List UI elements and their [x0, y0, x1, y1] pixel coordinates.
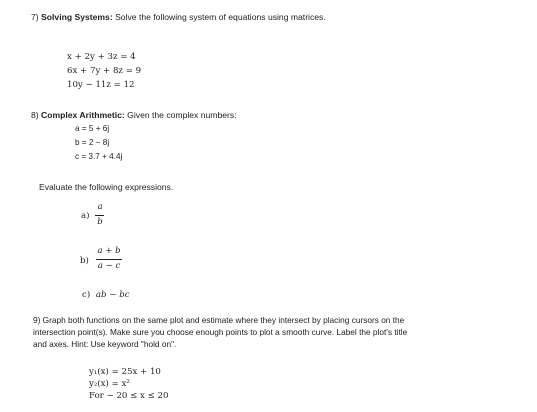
q7-prompt — [31, 12, 326, 22]
q7-heading: Solving Systems: — [41, 12, 113, 22]
q8-number-a: a = 5 + 6j — [75, 124, 110, 133]
q8-part-a-fraction-bar — [95, 215, 104, 216]
q8-part-b-fraction-bar — [96, 259, 122, 260]
q8-part-b-label: b) — [80, 256, 89, 266]
q8-number-c: c = 3.7 + 4.4j — [75, 152, 123, 161]
q7-number: 7) — [31, 12, 39, 22]
q9-prompt — [33, 316, 407, 350]
q7-text: Solve the following system of equations using matrices. — [115, 12, 326, 22]
q8-part-a-label: a) — [81, 211, 90, 221]
q8-number: 8) — [31, 110, 39, 120]
q9-functions — [89, 367, 229, 407]
q8-evaluate: Evaluate the following expressions. — [39, 182, 174, 192]
q9-function-1: y₁(x) = 25x + 10 — [89, 367, 161, 377]
q8-heading: Complex Arithmetic: — [41, 110, 125, 120]
q8-part-a-fraction — [92, 202, 108, 232]
q8-prompt — [31, 110, 237, 120]
q8-complex-numbers — [75, 124, 195, 168]
q8-part-a-denominator: b — [97, 217, 103, 227]
q7-equation-3: 10y − 11z = 12 — [67, 80, 135, 90]
q8-part-a-numerator: a — [97, 202, 103, 212]
q8-part-b-fraction — [92, 246, 126, 276]
q9-line-1: 9) Graph both functions on the same plot and estimate where they intersect by placing cursors on the — [33, 315, 405, 325]
q8-part-b-denominator: a − c — [97, 261, 121, 271]
q8-part-b-numerator: a + b — [97, 246, 121, 256]
q7-equation-1: x + 2y + 3z = 4 — [67, 52, 136, 62]
q8-number-b: b = 2 − 8j — [75, 138, 110, 147]
q7-equations — [67, 52, 207, 94]
q8-text: Given the complex numbers: — [127, 110, 237, 120]
q8-part-c — [82, 290, 130, 300]
q9-line-3: and axes. Hint: Use keyword "hold on". — [33, 338, 177, 349]
q9-domain: For − 20 ≤ x ≤ 20 — [89, 391, 169, 401]
q8-part-c-label: c) — [82, 290, 91, 300]
q9-function-2: y₂(x) = x² — [89, 379, 130, 389]
q9-line-2: intersection point(s). Make sure you choose enough points to plot a smooth curve. Label the plot's title — [33, 326, 408, 337]
q7-equation-2: 6x + 7y + 8z = 9 — [67, 66, 142, 76]
q8-part-c-expression: ab − bc — [95, 290, 130, 300]
